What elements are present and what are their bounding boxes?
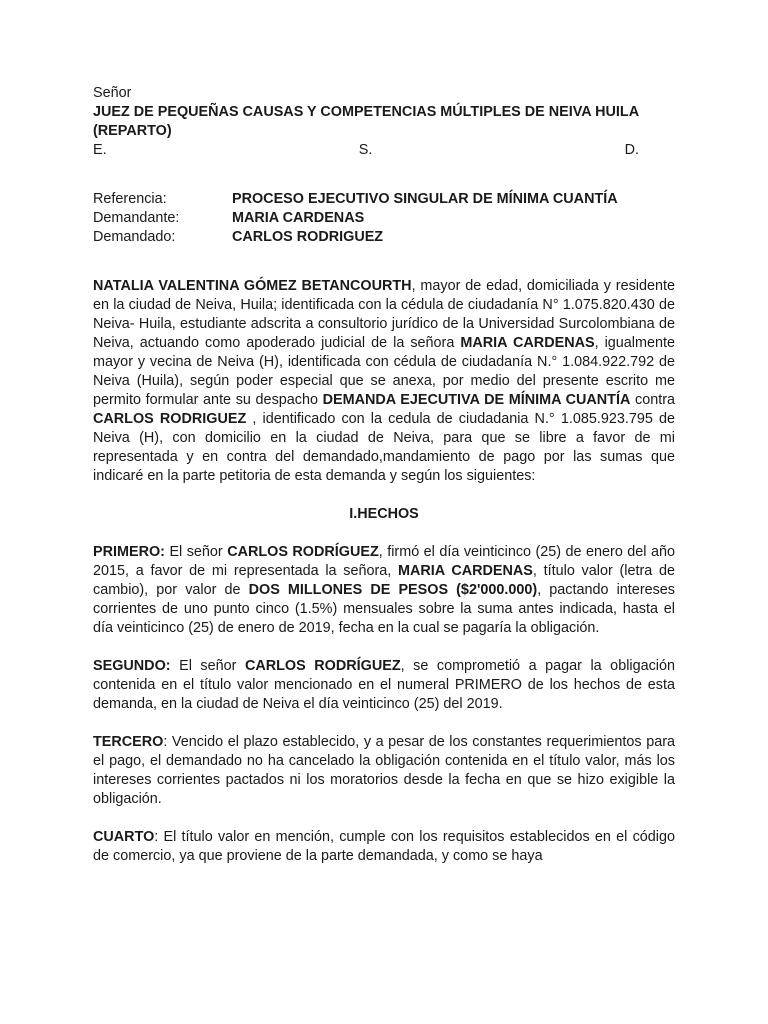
defendant-value: CARLOS RODRIGUEZ	[232, 229, 384, 245]
eds-e: E.	[93, 142, 107, 158]
defendant-label: Demandado:	[93, 229, 176, 245]
defendant-name: CARLOS RODRÍGUEZ	[244, 658, 401, 674]
fact-segundo	[93, 657, 675, 714]
court-addressee: JUEZ DE PEQUEÑAS CAUSAS Y COMPETENCIAS MÚLTIPLES DE NEIVA HUILA (REPARTO)	[93, 104, 639, 139]
fact-text: , pactando intereses corrientes de uno punto cinco (1.5%) mensuales sobre la suma antes indicada, hasta el día veinticinco (25) de enero de 2019, fecha en la cual se pagaría la obligación.	[93, 582, 676, 636]
fact-text: : El título valor en mención, cumple con los requisitos establecidos en el código de comercio, ya que proviene de la parte demandada, y como se haya	[93, 829, 675, 864]
spacer	[93, 247, 675, 277]
plaintiff-row	[93, 209, 675, 228]
fact-label: TERCERO	[93, 734, 164, 750]
spacer	[93, 638, 675, 657]
fact-cuarto	[93, 828, 675, 866]
spacer	[93, 524, 675, 543]
intro-text-2: , igualmente mayor y vecina de Neiva (H), identificada con cédula de ciudadanía N.° 1.084.922.792 de Neiva (Huila), según poder especial que se anexa, por medio del presente escrito me permito formular ante su despacho	[93, 335, 675, 408]
section-title: I.HECHOS	[349, 506, 419, 522]
fact-text: , título valor (letra de cambio), por valor de	[93, 563, 675, 598]
fact-text: , se comprometió a pagar la obligación contenida en el título valor mencionado en el numeral PRIMERO de los hechos de esta demanda, en la ciudad de Neiva el día veinticinco (25) del 2019.	[93, 658, 675, 712]
fact-label: PRIMERO:	[93, 544, 165, 560]
spacer	[93, 486, 675, 505]
defendant-name: CARLOS RODRIGUEZ	[93, 411, 247, 427]
intro-text-1: , mayor de edad, domiciliada y residente en la ciudad de Neiva, Huila; identificada con la cédula de ciudadanía N° 1.075.820.430 de Neiva- Huila, estudiante adscrita a consultorio jurídico de la Universidad Surcolombiana de Neiva, actuando como apoderado judicial de la señora	[93, 278, 675, 351]
reference-label: Referencia:	[93, 191, 167, 207]
defendant-name: CARLOS RODRÍGUEZ	[227, 544, 379, 560]
plaintiff-value: MARIA CARDENAS	[232, 210, 365, 226]
salutation: Señor	[93, 85, 132, 101]
fact-text: : Vencido el plazo establecido, y a pesar de los constantes requerimientos para el pago, el demandado no ha cancelado la obligación contenida en el título valor, más los intereses corrientes pactados ni los moratorios desde la fecha en que se hizo exigible la obligación.	[93, 734, 675, 807]
client-name: MARIA CARDENAS	[398, 563, 533, 579]
eds-s: S.	[358, 142, 373, 158]
intro-text-3: contra	[630, 392, 676, 408]
reference-row	[93, 190, 675, 209]
spacer	[93, 714, 675, 733]
client-name: MARIA CARDENAS	[460, 335, 595, 351]
spacer	[93, 809, 675, 828]
intro-text-4: , identificado con la cedula de ciudadania N.° 1.085.923.795 de Neiva (H), con domicilio en la ciudad de Neiva, para que se libre a favor de mi representada y en contra del demandado,mandamiento de pago por las sumas que indicaré en la parte petitoria de esta demanda y según los siguientes:	[93, 411, 675, 484]
fact-text: El señor	[170, 658, 245, 674]
spacer	[93, 160, 675, 190]
fact-text: El señor	[164, 544, 228, 560]
demand-type: DEMANDA EJECUTIVA DE MÍNIMA CUANTÍA	[322, 392, 631, 408]
defendant-row	[93, 228, 675, 247]
attorney-name: NATALIA VALENTINA GÓMEZ BETANCOURTH	[93, 278, 412, 294]
amount: DOS MILLONES DE PESOS ($2'000.000)	[248, 582, 538, 598]
fact-text: , firmó el día veinticinco (25) de enero del año 2015, a favor de mi representada la señora,	[93, 544, 675, 579]
eds-line	[93, 141, 639, 160]
reference-value: PROCESO EJECUTIVO SINGULAR DE MÍNIMA CUANTÍA	[232, 191, 618, 207]
reference-block	[93, 190, 675, 247]
fact-tercero	[93, 733, 675, 809]
fact-label: SEGUNDO:	[93, 658, 171, 674]
intro-paragraph	[93, 277, 675, 486]
plaintiff-label: Demandante:	[93, 210, 180, 226]
fact-primero	[93, 543, 675, 638]
eds-d: D.	[624, 142, 639, 158]
fact-label: CUARTO	[93, 829, 155, 845]
